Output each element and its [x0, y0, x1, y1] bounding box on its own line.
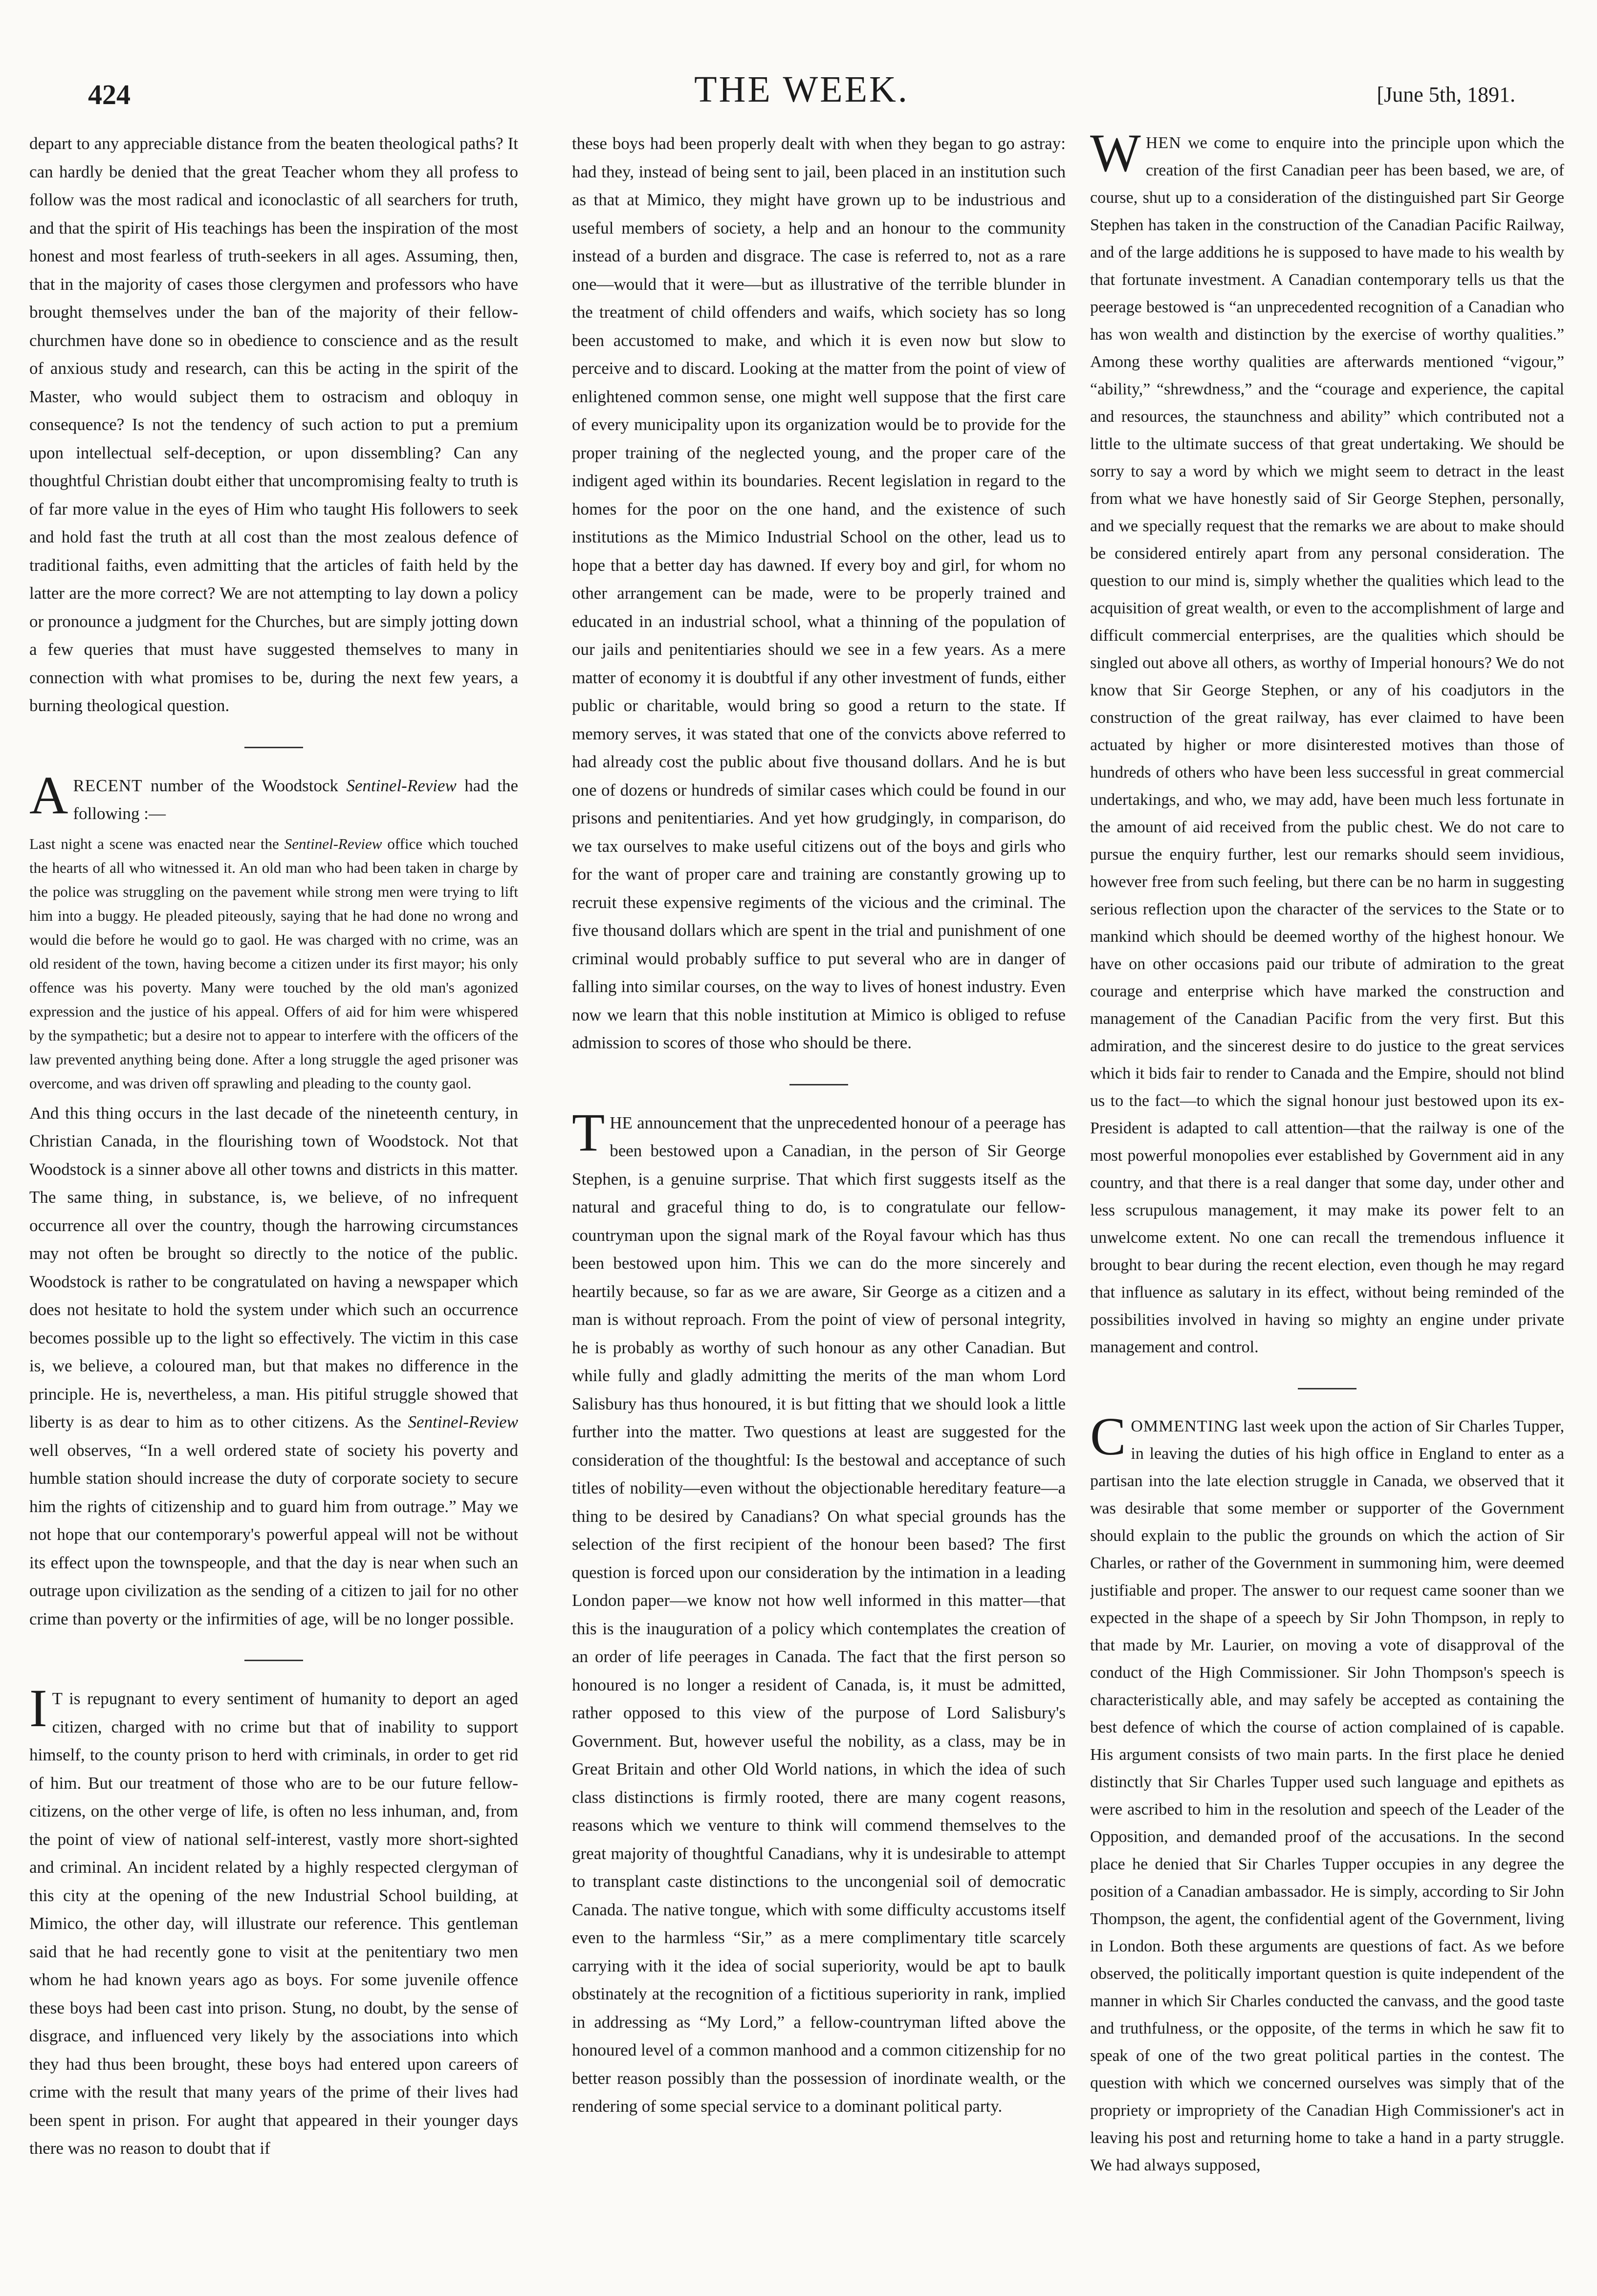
lead-word: OMMENTING: [1131, 1417, 1239, 1435]
quoted-extract: [29, 832, 518, 1095]
column-middle: [572, 130, 1066, 2270]
article-paragraph: these boys had been properly dealt with when they began to go astray: had they, instead of being sent to jail, been placed in an institution such as that at Mimico, they might have grown up to be industrious and useful members of society, a help and an honour to the community instead of a burden and disgrace. The case is referred to, not as a rare one—would that it were—but as illustrative of the terrible blunder in the treatment of child offenders and waifs, which society has so long been accustomed to make, and which it is even now but slow to perceive and to discard. Looking at the matter from the point of view of enlightened common sense, one might well suppose that the first care of every municipality upon its organization would be to provide for the proper training of the neglected young, and the proper care of the indigent aged within its boundaries. Recent legislation in regard to the homes for the poor on the one hand, and the existence of such institutions as the Mimico Industrial School on the other, lead us to hope that a better day has dawned. If every boy and girl, for whom no other arrangement can be made, were to be properly trained and educated in an industrial school, what a thinning of the population of our jails and penitentiaries should we see in a few years. As a mere matter of economy it is doubtful if any other investment of funds, either public or charitable, would bring so good a return to the state. If memory serves, it was stated that one of the convicts above referred to had already cost the public about five thousand dollars. And he is but one of dozens or hundreds of similar cases which could be found in our prisons and penitentiaries. And yet how grudgingly, in comparison, do we tax ourselves to make useful citizens out of the boys and girls who for the want of proper care and training are constantly growing up to recruit these expensive regiments of the vicious and the criminal. The five thousand dollars which are spent in the trial and punishment of one criminal would probably suffice to put several who are in danger of falling into similar courses, on the way to lives of honest industry. Even now we learn that this noble institution at Mimico is obliged to refuse admission to scores of those who should be there.: [572, 134, 1066, 1052]
text-run: number of the Woodstock: [142, 776, 347, 795]
drop-cap: I: [29, 1678, 47, 1738]
section-divider: [244, 747, 303, 748]
column-left: [29, 130, 518, 2270]
text-run: well observes, “In a well ordered state of society his poverty and humble station should increase the duty of corporate society to secure him the rights of citizenship and to guard him from outrage.” May we not hope that our contemporary's powerful appeal will not be without its effect upon the townspeople, and that the day is near when such an outrage upon civilization as the sending of a citizen to jail for no other crime than poverty or the infirmities of age, will be no longer possible.: [29, 1440, 518, 1628]
column-right: [1090, 130, 1564, 2270]
drop-cap: A: [29, 765, 68, 825]
masthead-title: THE WEEK.: [694, 69, 909, 110]
section-divider: [789, 1084, 848, 1085]
text-run: HE announcement that the unprecedented honour of a peerage has been bestowed upon a Canadian, in the person of Sir George Stephen, is a genuine surprise. That which first suggests itself as the natural and graceful thing to do, is to congratulate our fellow-countryman upon the signal mark of the Royal favour which has thus been bestowed upon him. This we can do the more sincerely and heartily because, so far as we are aware, Sir George as a citizen and a man is without reproach. From the point of view of personal integrity, he is probably as worthy of such honour as any other Canadian. But while fully and gladly admitting the merits of the man whom Lord Salisbury has thus honoured, it is but fitting that we should look a little further into the matter. Two questions at least are suggested for the consideration of the thoughtful: Is the bestowal and acceptance of such titles of nobility—even without the objectionable hereditary feature—a thing to be desired by Canadians? On what special grounds has the selection of the first recipient of the honour been based? The first question is forced upon our consideration by the intimation in a leading London paper—we know not how well informed in this matter—that this is the inauguration of a policy which contemplates the creation of an order of life peerages in Canada. The fact that the first person so honoured is no longer a resident of Canada, is, it must be admitted, rather opposed to this view of the purpose of Lord Salisbury's Government. But, however useful the nobility, as a class, may be in Great Britain and other Old World nations, in which the idea of such class distinctions is firmly rooted, there are many cogent reasons, reasons which we venture to think will commend themselves to the great majority of thoughtful Canadians, why it is undesirable to attempt to transplant caste distinctions to the uncongenial soil of democratic Canada. The native tongue, which with some difficulty accustoms itself even to the harmless “Sir,” as a mere complimentary title scarcely carrying with it the idea of social superiority, would be apt to baulk obstinately at the recognition of a fictitious superiority in rank, implied in addressing as “My Lord,” a fellow-countryman lifted above the honoured level of a common manhood and a common citizenship for no better reason possibly than the possession of inordinate wealth, or the rendering of some special service to a dominant political party.: [572, 1113, 1066, 2116]
issue-date: [June 5th, 1891.: [1377, 83, 1515, 107]
newspaper-title: Sentinel-Review: [284, 835, 382, 852]
page-number: 424: [88, 79, 131, 110]
drop-cap: T: [572, 1102, 605, 1162]
article-paragraph: depart to any appreciable distance from the beaten theological paths? It can hardly be denied that the great Teacher whom they all profess to follow was the most radical and iconoclastic of all searchers for truth, and that the spirit of His teachings has been the inspiration of the most honest and most fearless of truth-seekers in all ages. Assuming, then, that in the majority of cases those clergymen and professors who have brought themselves under the ban of the majority of their fellow-churchmen have done so in obedience to conscience and as the result of anxious study and research, can this be acting in the spirit of the Master, who would subject them to ostracism and obloquy in consequence? Is not the tendency of such action to put a premium upon intellectual self-deception, or upon dissembling? Can any thoughtful Christian doubt either that uncompromising fealty to truth is of far more value in the eyes of Him who taught His followers to seek and hold fast the truth at all cost than the most zealous defence of traditional faiths, even admitting that the articles of faith held by the latter are the more correct? We are not attempting to lay down a policy or pronounce a judgment for the Churches, but are simply jotting down a few queries that must have suggested themselves to many in connection with what promises to be, during the next few years, a burning theological question.: [29, 134, 518, 715]
text-run: last week upon the action of Sir Charles Tupper, in leaving the duties of his high office in England to enter as a partisan into the late election struggle in Canada, we observed that it was desirable that some member or supporter of the Government should explain to the public the grounds on which the action of Sir Charles, or rather of the Government in summoning him, were deemed justifiable and proper. The answer to our request came sooner than we expected in the shape of a speech by Sir John Thompson, in reply to that made by Mr. Laurier, on moving a vote of disapproval of the conduct of the High Commissioner. Sir John Thompson's speech is characteristically able, and may safely be accepted as containing the best defence of which the course of action complained of is capable. His argument consists of two main parts. In the first place he denied distinctly that Sir Charles Tupper used such language and epithets as were ascribed to him in the resolution and speech of the Leader of the Opposition, and demanded proof of the accusations. In the second place he denied that Sir Charles Tupper occupies in any degree the position of a Canadian ambassador. He is simply, according to Sir John Thompson, the agent, the confidential agent of the Government, living in London. Both these arguments are questions of fact. As we before observed, the politically important question is quite independent of the manner in which Sir Charles conducted the canvass, and the good taste and truthfulness, or the opposite, of the terms in which he saw fit to speak of one of the two great political parties in the contest. The question with which we concerned ourselves was simply that of the propriety or impropriety of the Canadian High Commissioner's act in leaving his post and returning home to take a hand in a party struggle. We had always supposed,: [1090, 1417, 1564, 2174]
article-paragraph-principle: [1090, 130, 1564, 1361]
article-paragraph-woodstock: [29, 765, 518, 828]
drop-cap: C: [1090, 1407, 1126, 1466]
newspaper-title: Sentinel-Review: [408, 1412, 518, 1431]
article-paragraph-mimico: [29, 1678, 518, 2163]
drop-cap: W: [1090, 130, 1141, 183]
text-run: office which touched the hearts of all who witnessed it. An old man who had been taken in charge by the police was struggling on the pavement while strong men were trying to lift him into a buggy. He pleaded piteously, saying that he had done no wrong and would die before he would go to gaol. He was charged with no crime, was an old resident of the town, having become a citizen under its first mayor; his only offence was his poverty. Many were touched by the old man's agonized expression and the justice of his appeal. Offers of aid for him were whispered by the sympathetic; but a desire not to appear to interfere with the officers of the law prevented anything being done. After a long struggle the aged prisoner was overcome, and was driven off sprawling and pleading to the county gaol.: [29, 835, 518, 1092]
article-paragraph-peerage: [572, 1102, 1066, 2121]
text-run: T is repugnant to every sentiment of humanity to deport an aged citizen, charged with no crime but that of inability to support himself, to the county prison to herd with criminals, in order to get rid of him. But our treatment of those who are to be our future fellow-citizens, on the other verge of life, is often no less inhuman, and, from the point of view of national self-interest, vastly more short-sighted and criminal. An incident related by a highly respected clergyman of this city at the opening of the new Industrial School building, at Mimico, the other day, will illustrate our reference. This gentleman said that he had recently gone to visit at the penitentiary two men whom he had known years ago as boys. For some juvenile offence these boys had been cast into prison. Stung, no doubt, by the sense of disgrace, and influenced very likely by the associations into which they had thus been brought, these boys had entered upon careers of crime with the result that many years of the prime of their lives had been spent in prison. For aught that appeared in their younger days there was no reason to doubt that if: [29, 1689, 518, 2158]
text-run: we come to enquire into the principle upon which the creation of the first Canadian peer has been based, we are, of course, shut up to a consideration of the distinguished part Sir George Stephen has taken in the construction of the Canadian Pacific Railway, and of the large additions he is supposed to have made to his wealth by that fortunate investment. A Canadian contemporary tells us that the peerage bestowed is “an unprecedented recognition of a Canadian who has won wealth and distinction by the exercise of worthy qualities.” Among these worthy qualities are afterwards mentioned “vigour,” “ability,” “shrewdness,” and the “courage and experience, the capital and resources, the staunchness and ability” which contributed not a little to the ultimate success of that great undertaking. We should be sorry to say a word by which we might seem to detract in the least from what we have honestly said of Sir George Stephen, personally, and we specially request that the remarks we are about to make should be considered entirely apart from any personal consideration. The question to our mind is, simply whether the qualities which lead to the acquisition of great wealth, or even to the accomplishment of large and difficult commercial enterprises, are the qualities which should be singled out above all others, as worthy of Imperial honours? We do not know that Sir George Stephen, or any of his coadjutors in the construction of the great railway, has ever claimed to have been actuated by higher or more disinterested motives than those of hundreds of others who have been less successful in great commercial undertakings, and who, we may add, have been much less fortunate in the amount of aid received from the public chest. We do not care to pursue the enquiry further, lest our remarks should seem invidious, however free from such feeling, but there can be no harm in suggesting serious reflection upon the character of the services to the State or to mankind which should be deemed worthy of the highest honour. We have on other occasions paid our tribute of admiration to the great courage and enterprise which have marked the construction and management of the Canadian Pacific from the very first. But this admiration, and the sincerest desire to do justice to the great services which it bids fair to render to Canada and the Empire, should not blind us to the fact—to which the signal honour just bestowed upon its ex-President is adapted to call attention—that the railway is one of the most powerful monopolies ever established by Government aid in any country, and that there is a real danger that some day, under other and less scrupulous management, it may make its power felt to an unwelcome extent. No one can recall the tremendous influence it brought to bear during the recent election, even though he may regard that influence as salutary in its effect, without being reminded of the possibilities involved in having so mighty an engine under private management and control.: [1090, 134, 1564, 1356]
text-run: And this thing occurs in the last decade of the nineteenth century, in Christian Canada, in the flourishing town of Woodstock. Not that Woodstock is a sinner above all other towns and districts in this matter. The same thing, in substance, is, we believe, of no infrequent occurrence all over the country, though the harrowing circumstances may not often be brought so directly to the notice of the public. Woodstock is rather to be congratulated on having a newspaper which does not hesitate to hold the system under which such an occurrence becomes possible up to the light so effectively. The victim in this case is, we believe, a coloured man, but that makes no difference in the principle. He is, nevertheless, a man. His pitiful struggle showed that liberty is as dear to him as to other citizens. As the: [29, 1103, 518, 1431]
text-run: had the following :—: [73, 776, 518, 823]
section-divider: [1298, 1388, 1356, 1389]
lead-word: RECENT: [73, 776, 143, 795]
newspaper-title: Sentinel-Review: [346, 776, 457, 795]
lead-word: HEN: [1145, 134, 1181, 152]
article-paragraph: [29, 1099, 518, 1633]
section-divider: [244, 1660, 303, 1661]
text-run: Last night a scene was enacted near the: [29, 835, 284, 852]
page-header: [88, 68, 1515, 122]
article-paragraph-tupper: [1090, 1407, 1564, 2179]
